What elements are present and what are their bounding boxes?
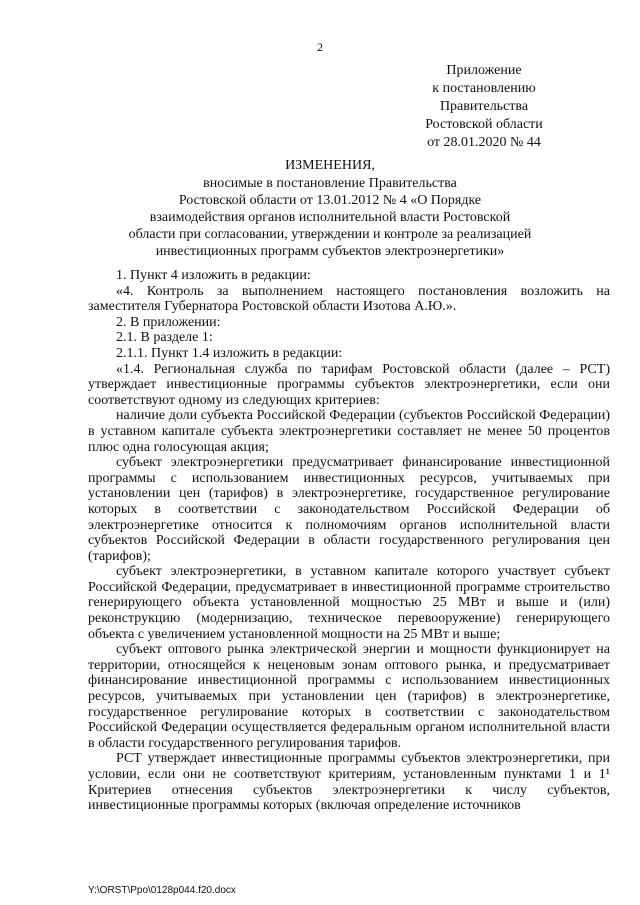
appendix-line: Приложение xyxy=(446,63,522,78)
title-line: вносимые в постановление Правительства xyxy=(203,176,457,191)
document-title xyxy=(60,157,600,260)
paragraph: РСТ утверждает инвестиционные программы субъектов электроэнергетики, при условии, если они не соответствуют критериям, установленным пунктами 1 и 1¹ Критериев отнесения субъектов электроэнергетики к числу субъектов, инвестиционные программы которых (включая определение источников xyxy=(88,751,610,814)
appendix-block xyxy=(384,62,584,152)
paragraph: субъект оптового рынка электрической энергии и мощности функционирует на территории, относящейся к неценовым зонам оптового рынка, и предусматривает финансирование инвестиционной программы с использованием инвестиционных ресурсов, учитываемых при установлении цен (тарифов) в электроэнергетике, государственное регулирование которых в соответствии с законодательством Российской Федерации осуществляется федеральным органом исполнительной власти в области государственного регулирования тарифов. xyxy=(88,642,610,751)
paragraph: 2. В приложении: xyxy=(116,314,221,330)
title-line: инвестиционных программ субъектов электроэнергетики» xyxy=(155,244,505,259)
paragraph: «1.4. Региональная служба по тарифам Ростовской области (далее – РСТ) утверждает инвестиционные программы субъектов электроэнергетики, если они соответствуют одному из следующих критериев: xyxy=(88,361,610,408)
paragraph: 1. Пункт 4 изложить в редакции: xyxy=(116,268,311,283)
paragraph: 2.1. В разделе 1: xyxy=(116,330,213,346)
paragraph: «4. Контроль за выполнением настоящего постановления возложить на заместителя Губернатора Ростовской области Изотова А.Ю.». xyxy=(88,283,610,315)
title-line: взаимодействия органов исполнительной власти Ростовской xyxy=(149,210,511,225)
appendix-line: от 28.01.2020 № 44 xyxy=(427,135,541,150)
paragraph: 2.1.1. Пункт 1.4 изложить в редакции: xyxy=(116,345,343,361)
appendix-line: Правительства xyxy=(439,99,529,114)
paragraph: субъект электроэнергетики, в уставном капитале которого участвует субъект Российской Федерации, предусматривает в инвестиционной программе строительство генерирующего объекта установленной мощностью 25 МВт и выше и (или) реконструкцию (модернизацию, техническое перевооружение) генерирующего объекта с увеличением установленной мощности на 25 МВт и выше; xyxy=(88,564,610,642)
title-line: Ростовской области от 13.01.2012 № 4 «О Порядке xyxy=(178,193,482,208)
file-path-footer: Y:\ORST\Ppo\0128p044.f20.docx xyxy=(88,885,236,896)
appendix-line: к постановлению xyxy=(432,81,536,96)
title-heading: ИЗМЕНЕНИЯ, xyxy=(285,158,375,173)
paragraph: наличие доли субъекта Российской Федерации (субъектов Российской Федерации) в уставном капитале субъекта электроэнергетики составляет не менее 50 процентов плюс одна голосующая акция; xyxy=(88,408,610,455)
title-line: области при согласовании, утверждении и контроле за реализацией xyxy=(128,227,532,242)
appendix-line: Ростовской области xyxy=(425,117,543,132)
document-body xyxy=(88,268,610,814)
paragraph: субъект электроэнергетики предусматривает финансирование инвестиционной программы с использованием инвестиционных ресурсов, учитываемых при установлении цен (тарифов) в электроэнергетике, государственное регулирование которых в соответствии с законодательством Российской Федерации об электроэнергетике относится к полномочиям органов исполнительной власти субъектов Российской Федерации в области государственного регулирования цен (тарифов); xyxy=(88,455,610,564)
page-number: 2 xyxy=(317,40,323,54)
